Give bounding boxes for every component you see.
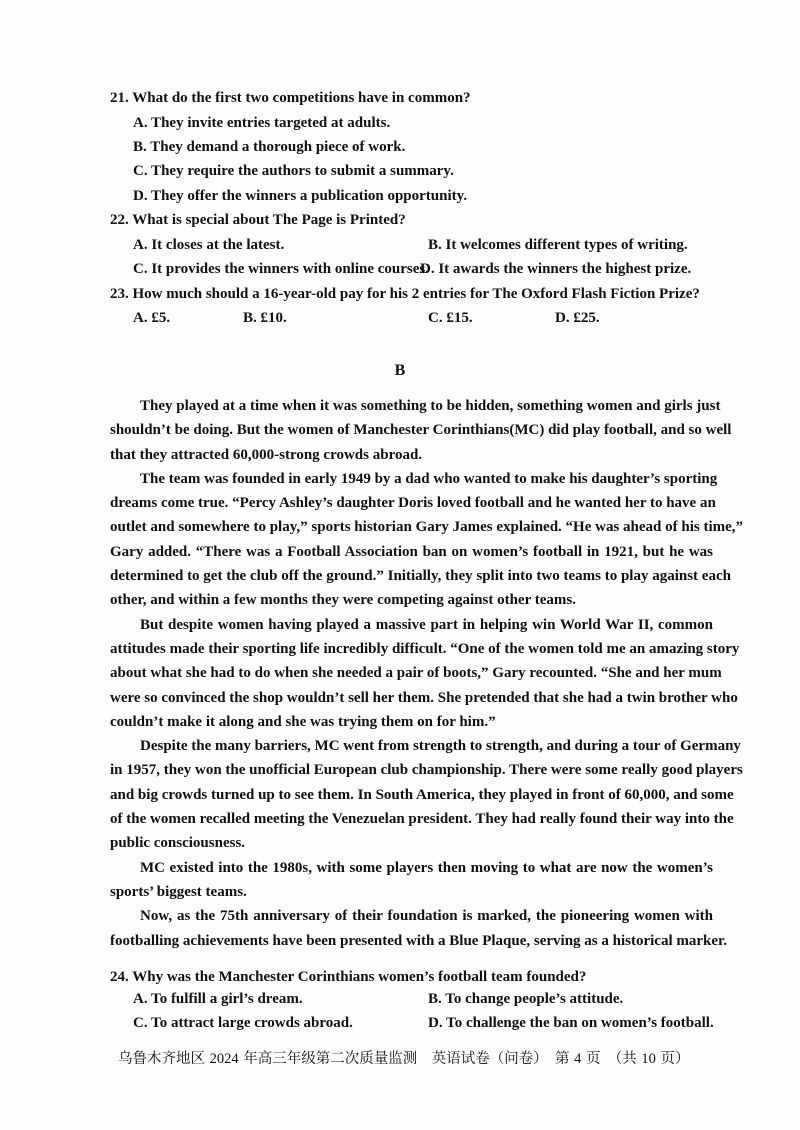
option-23b: B. £10. xyxy=(243,310,287,326)
reading-passage xyxy=(110,394,744,953)
option-22d: D. It awards the winners the highest prize. xyxy=(420,261,692,277)
option-21d: D. They offer the winners a publication opportunity. xyxy=(133,188,468,204)
option-24d: D. To challenge the ban on women’s football. xyxy=(428,1015,714,1031)
option-23a: A. £5. xyxy=(133,310,171,326)
paragraph xyxy=(110,394,732,467)
question-22: 22. What is special about The Page is Printed? xyxy=(110,212,406,228)
paragraph xyxy=(110,467,744,613)
page-footer: 乌鲁木齐地区 2024 年高三年级第二次质量监测 英语试卷（问卷） 第 4 页 （共 10 页） xyxy=(118,1051,690,1067)
option-22a: A. It closes at the latest. xyxy=(133,237,285,253)
option-22c: C. It provides the winners with online courses. xyxy=(133,261,429,277)
paragraph-line: Now, as the 75th anniversary of their foundation is marked, the pioneering women with xyxy=(140,908,713,925)
paragraph-line: attitudes made their sporting life incredibly difficult. “One of the women told me an amazing story xyxy=(110,640,740,657)
question-21: 21. What do the first two competitions have in common? xyxy=(110,90,471,106)
option-24b: B. To change people’s attitude. xyxy=(428,991,624,1007)
paragraph-line: outlet and somewhere to play,” sports historian Gary James explained. “He was ahead of his time,” xyxy=(110,519,744,536)
question-24: 24. Why was the Manchester Corinthians women’s football team founded? xyxy=(110,969,587,985)
paragraph-line: dreams come true. “Percy Ashley’s daughter Doris loved football and he wanted her to have an xyxy=(110,495,716,512)
paragraph-line: Gary added. “There was a Football Association ban on women’s football in 1921, but he was xyxy=(110,543,713,560)
paragraph-line: MC existed into the 1980s, with some players then moving to what are now the women’s xyxy=(140,859,713,876)
paragraph-line: and big crowds turned up to see them. In South America, they played in front of 60,000, and some xyxy=(110,786,734,803)
paragraph-line: were so convinced the shop wouldn’t sell her them. She pretended that she had a twin brother who xyxy=(110,689,738,706)
option-21b: B. They demand a thorough piece of work. xyxy=(133,139,406,155)
option-21a: A. They invite entries targeted at adults. xyxy=(133,115,391,131)
paragraph-line: other, and within a few months they were competing against other teams. xyxy=(110,592,576,609)
question-23: 23. How much should a 16-year-old pay for his 2 entries for The Oxford Flash Fiction Prize? xyxy=(110,286,700,302)
option-24c: C. To attract large crowds abroad. xyxy=(133,1015,353,1031)
paragraph-line: Despite the many barriers, MC went from strength to strength, and during a tour of Germany xyxy=(140,738,741,755)
option-23d: D. £25. xyxy=(555,310,600,326)
paragraph-line: shouldn’t be doing. But the women of Manchester Corinthians(MC) did play football, and so well xyxy=(110,422,732,439)
paragraph-line: They played at a time when it was something to be hidden, something women and girls just xyxy=(140,398,721,414)
option-21c: C. They require the authors to submit a summary. xyxy=(133,163,454,179)
option-24a: A. To fulfill a girl’s dream. xyxy=(133,991,303,1007)
paragraph-line: The team was founded in early 1949 by a dad who wanted to make his daughter’s sporting xyxy=(140,470,718,487)
paragraph-line: of the women recalled meeting the Venezuelan president. They had really found their way into the xyxy=(110,811,734,828)
paragraph-line: about what she had to do when she needed a pair of boots,” Gary recounted. “She and her mum xyxy=(110,665,722,682)
paragraph-line: But despite women having played a massive part in helping win World War II, common xyxy=(140,616,713,633)
paragraph xyxy=(110,734,743,855)
paragraph-line: determined to get the club off the ground.” Initially, they split into two teams to play against each xyxy=(110,568,731,585)
paragraph-line: in 1957, they won the unofficial European club championship. There were some really good players xyxy=(110,762,743,779)
section-heading: B xyxy=(394,362,406,379)
option-22b: B. It welcomes different types of writing. xyxy=(428,237,688,253)
paragraph xyxy=(110,856,713,905)
paragraph-line: public consciousness. xyxy=(110,835,246,852)
paragraph-line: sports’ biggest teams. xyxy=(110,883,247,900)
paragraph xyxy=(110,904,728,953)
paragraph-line: footballing achievements have been presented with a Blue Plaque, serving as a historical marker. xyxy=(110,932,728,949)
option-23c: C. £15. xyxy=(428,310,473,326)
paragraph xyxy=(110,613,740,734)
paragraph-line: couldn’t make it along and she was trying them on for him.” xyxy=(110,713,496,730)
paragraph-line: that they attracted 60,000-strong crowds abroad. xyxy=(110,446,423,463)
